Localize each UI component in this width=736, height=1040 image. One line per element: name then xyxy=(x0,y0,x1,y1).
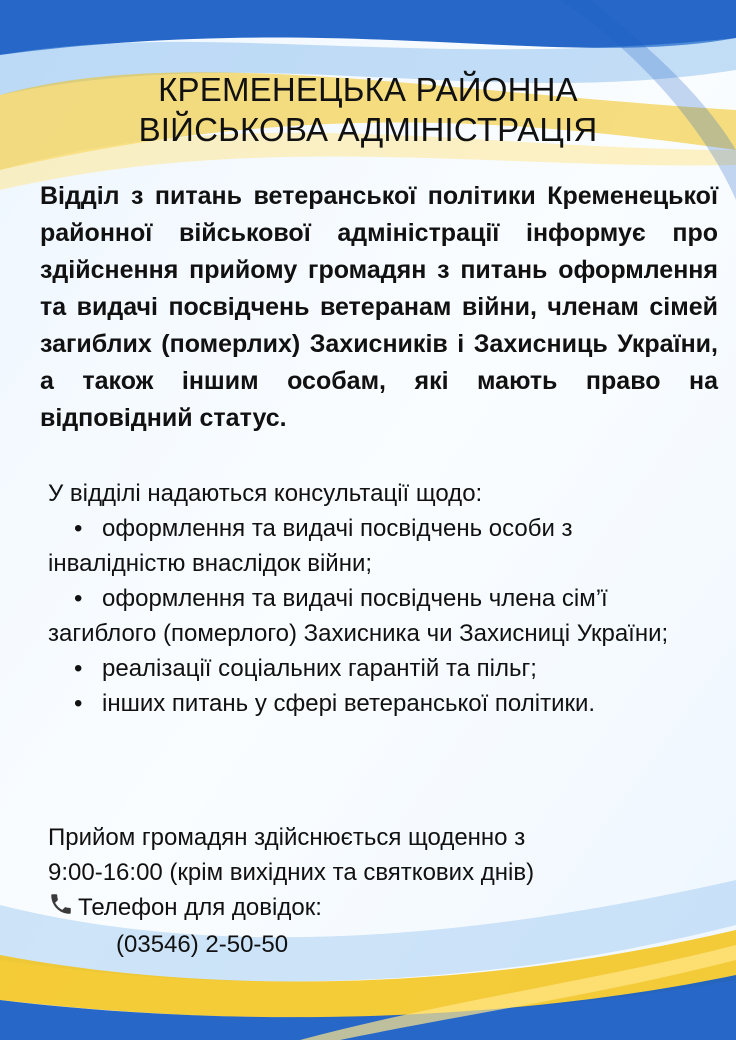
consultations-section xyxy=(48,476,716,721)
bullet-icon: • xyxy=(74,690,83,717)
bullet-icon: • xyxy=(74,515,83,542)
phone-receiver-icon xyxy=(48,891,78,927)
consultations-lead: У відділі надаються консультації щодо: xyxy=(48,480,483,507)
consultation-item-text: оформлення та видачі посвідчень члена сім’ї загиблого (померлого) Захисника чи Захисниці України; xyxy=(48,585,669,647)
consultation-item-text: реалізації соціальних гарантій та пільг; xyxy=(102,655,537,682)
schedule-line-2: 9:00-16:00 (крім вихідних та святкових днів) xyxy=(48,859,535,886)
consultation-item-text: оформлення та видачі посвідчень особи з інвалідністю внаслідок війни; xyxy=(48,515,573,577)
bullet-icon: • xyxy=(74,655,83,682)
intro-paragraph: Відділ з питань ветеранської політики Кременецької районної військової адміністрації інформує про здійснення прийому громадян з питань оформлення та видачі посвідчень ветеранам війни, членам сімей загиблих (померлих) Захисників і Захисниць України, а також іншим особам, які мають право на відповідний статус. xyxy=(40,182,718,432)
consultation-item xyxy=(48,511,716,581)
phone-label: Телефон для довідок: xyxy=(78,894,322,921)
phone-number: (03546) 2-50-50 xyxy=(116,930,289,958)
consultation-item xyxy=(48,686,716,721)
consultation-item-text: інших питань у сфері ветеранської політики. xyxy=(102,690,596,717)
schedule-section xyxy=(48,820,716,962)
bullet-icon: • xyxy=(74,585,83,612)
schedule-line-1: Прийом громадян здійснюється щоденно з xyxy=(48,824,526,851)
consultation-item xyxy=(48,651,716,686)
consultation-item xyxy=(48,581,716,651)
title-line-1: КРЕМЕНЕЦЬКА РАЙОННА xyxy=(158,71,578,108)
phone-label-row xyxy=(48,890,716,927)
title-line-2: ВІЙСЬКОВА АДМІНІСТРАЦІЯ xyxy=(138,111,598,148)
page-title xyxy=(0,70,736,150)
